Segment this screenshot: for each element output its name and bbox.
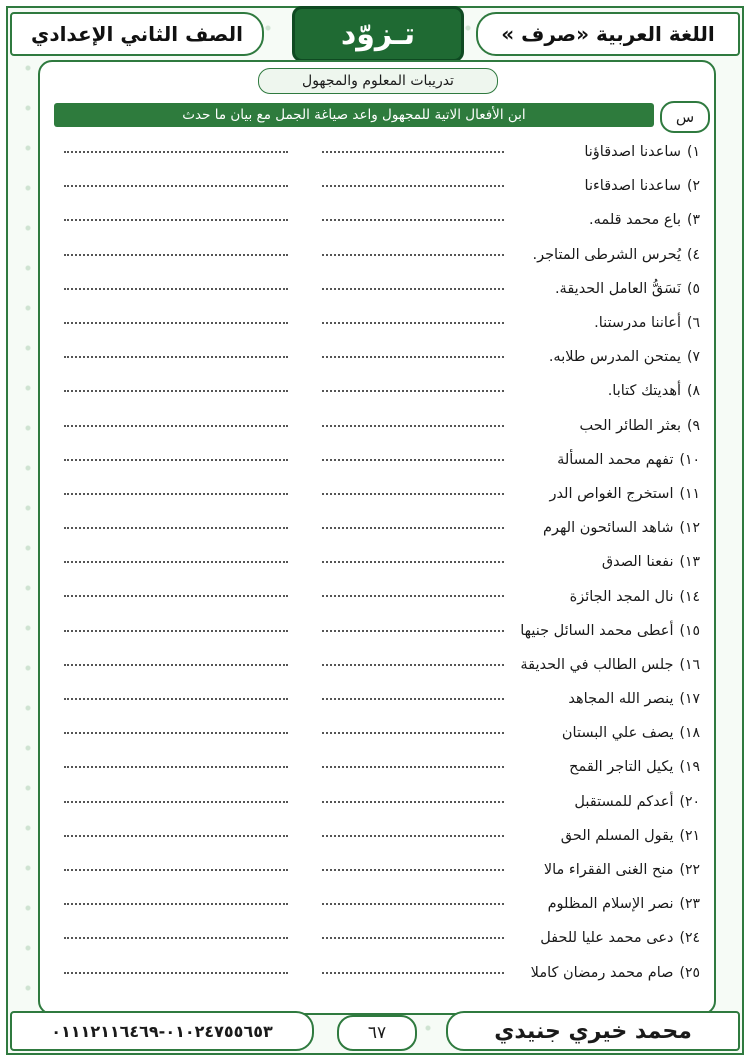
item-number: ٧) xyxy=(687,349,700,366)
footer-author xyxy=(446,1011,740,1051)
item-sentence: يكيل التاجر القمح xyxy=(569,759,674,776)
item-number: ١) xyxy=(687,144,700,161)
phones-text: ٠١٠٢٤٧٥٥٦٥٣-٠١١١٢١١٦٤٦٩ xyxy=(51,1021,273,1041)
exercise-item xyxy=(60,956,700,990)
answer-line-2[interactable] xyxy=(64,219,288,221)
item-number: ٢٠) xyxy=(679,793,700,810)
item-sentence: أعاننا مدرستنا. xyxy=(594,315,681,332)
exercise-item xyxy=(60,511,700,545)
item-sentence: باع محمد قلمه. xyxy=(589,212,681,229)
item-sentence: يُحرس الشرطى المتاجر. xyxy=(532,246,681,263)
answer-line-2[interactable] xyxy=(64,561,288,563)
answer-line-2[interactable] xyxy=(64,356,288,358)
answer-line-1[interactable] xyxy=(322,185,504,187)
exercise-item xyxy=(60,887,700,921)
item-sentence: أعدكم للمستقبل xyxy=(574,793,674,810)
answer-line-1[interactable] xyxy=(322,869,504,871)
grade-label: الصف الثاني الإعدادي xyxy=(30,22,243,46)
exercise-item xyxy=(60,477,700,511)
answer-line-2[interactable] xyxy=(64,766,288,768)
answer-line-2[interactable] xyxy=(64,835,288,837)
answer-line-2[interactable] xyxy=(64,630,288,632)
item-sentence: جلس الطالب في الحديقة xyxy=(520,656,674,673)
exercise-item xyxy=(60,716,700,750)
item-number: ٣) xyxy=(687,212,700,229)
answer-line-1[interactable] xyxy=(322,322,504,324)
item-sentence: ساعدنا اصدقاؤنا xyxy=(584,144,681,161)
item-number: ١٦) xyxy=(679,656,700,673)
answer-line-1[interactable] xyxy=(322,288,504,290)
item-number: ١٤) xyxy=(679,588,700,605)
item-number: ١٨) xyxy=(679,725,700,742)
exercise-item xyxy=(60,374,700,408)
header-subject xyxy=(476,12,740,56)
section-title-text: تدريبات المعلوم والمجهول xyxy=(302,73,454,89)
answer-line-2[interactable] xyxy=(64,801,288,803)
answer-line-2[interactable] xyxy=(64,425,288,427)
item-number: ٢) xyxy=(687,178,700,195)
answer-line-2[interactable] xyxy=(64,459,288,461)
question-instruction: ابن الأفعال الاتية للمجهول واعد صياغة الجمل مع بيان ما حدث xyxy=(182,107,526,123)
answer-line-1[interactable] xyxy=(322,903,504,905)
page-number-text: ٦٧ xyxy=(367,1023,387,1043)
item-number: ١٠) xyxy=(679,451,700,468)
item-sentence: نفعنا الصدق xyxy=(601,554,674,571)
exercise-item xyxy=(60,853,700,887)
exercise-item xyxy=(60,306,700,340)
item-sentence: ساعدنا اصدقاءنا xyxy=(584,178,681,195)
answer-line-1[interactable] xyxy=(322,595,504,597)
item-number: ٦) xyxy=(687,315,700,332)
item-sentence: نال المجد الجائزة xyxy=(569,588,674,605)
item-number: ٢٢) xyxy=(679,862,700,879)
answer-line-2[interactable] xyxy=(64,732,288,734)
answer-line-2[interactable] xyxy=(64,527,288,529)
exercise-item xyxy=(60,648,700,682)
item-number: ١١) xyxy=(679,485,700,502)
answer-line-1[interactable] xyxy=(322,801,504,803)
answer-line-1[interactable] xyxy=(322,425,504,427)
item-sentence: بعثر الطائر الحب xyxy=(579,417,681,434)
answer-line-1[interactable] xyxy=(322,766,504,768)
item-sentence: صام محمد رمضان كاملا xyxy=(530,964,674,981)
exercise-item xyxy=(60,545,700,579)
answer-line-2[interactable] xyxy=(64,288,288,290)
item-sentence: نصر الإسلام المظلوم xyxy=(547,896,674,913)
item-sentence: يمتحن المدرس طلابه. xyxy=(548,349,681,366)
answer-line-2[interactable] xyxy=(64,903,288,905)
item-number: ١٣) xyxy=(679,554,700,571)
item-sentence: استخرج الغواص الدر xyxy=(549,485,674,502)
answer-line-2[interactable] xyxy=(64,595,288,597)
item-number: ١٩) xyxy=(679,759,700,776)
brand-logo xyxy=(292,6,464,62)
item-number: ٨) xyxy=(687,383,700,400)
question-instruction-bar xyxy=(54,103,654,127)
exercise-item xyxy=(60,340,700,374)
item-number: ٩) xyxy=(687,417,700,434)
exercise-item xyxy=(60,750,700,784)
exercise-item xyxy=(60,614,700,648)
exercise-item xyxy=(60,135,700,169)
answer-line-1[interactable] xyxy=(322,151,504,153)
exercise-item xyxy=(60,579,700,613)
answer-line-2[interactable] xyxy=(64,390,288,392)
item-number: ٥) xyxy=(687,280,700,297)
brand-text: تـزوّد xyxy=(340,16,416,52)
exercise-item xyxy=(60,409,700,443)
answer-line-2[interactable] xyxy=(64,972,288,974)
question-badge-text: س xyxy=(675,108,695,126)
answer-line-2[interactable] xyxy=(64,493,288,495)
item-number: ١٥) xyxy=(679,622,700,639)
exercise-item xyxy=(60,819,700,853)
answer-line-2[interactable] xyxy=(64,869,288,871)
subject-label: اللغة العربية «صرف » xyxy=(501,22,715,46)
author-name: محمد خيري جنيدي xyxy=(494,1018,692,1044)
answer-line-2[interactable] xyxy=(64,698,288,700)
answer-line-1[interactable] xyxy=(322,459,504,461)
exercise-item xyxy=(60,169,700,203)
answer-line-1[interactable] xyxy=(322,527,504,529)
exercise-item xyxy=(60,272,700,306)
header-grade xyxy=(10,12,264,56)
item-sentence: يصف علي البستان xyxy=(561,725,674,742)
answer-line-2[interactable] xyxy=(64,322,288,324)
section-title xyxy=(258,68,498,94)
answer-line-1[interactable] xyxy=(322,630,504,632)
answer-line-1[interactable] xyxy=(322,664,504,666)
answer-line-1[interactable] xyxy=(322,698,504,700)
page-number xyxy=(337,1015,417,1051)
answer-line-2[interactable] xyxy=(64,937,288,939)
item-sentence: تفهم محمد المسألة xyxy=(557,451,674,468)
item-sentence: شاهد السائحون الهرم xyxy=(542,520,674,537)
item-number: ١٢) xyxy=(679,520,700,537)
answer-line-2[interactable] xyxy=(64,185,288,187)
item-sentence: ينصر الله المجاهد xyxy=(568,691,674,708)
answer-line-2[interactable] xyxy=(64,664,288,666)
answer-line-1[interactable] xyxy=(322,356,504,358)
answer-line-1[interactable] xyxy=(322,390,504,392)
exercise-item xyxy=(60,682,700,716)
item-number: ٢٥) xyxy=(679,964,700,981)
item-sentence: دعى محمد عليا للحفل xyxy=(540,930,674,947)
question-badge xyxy=(660,101,710,133)
item-number: ٤) xyxy=(687,246,700,263)
exercise-item xyxy=(60,921,700,955)
answer-line-1[interactable] xyxy=(322,254,504,256)
answer-line-2[interactable] xyxy=(64,151,288,153)
answer-line-1[interactable] xyxy=(322,493,504,495)
answer-line-1[interactable] xyxy=(322,937,504,939)
answer-line-1[interactable] xyxy=(322,219,504,221)
item-number: ١٧) xyxy=(679,691,700,708)
answer-line-1[interactable] xyxy=(322,732,504,734)
footer-phones xyxy=(10,1011,314,1051)
exercise-item xyxy=(60,785,700,819)
exercise-item xyxy=(60,203,700,237)
item-number: ٢٣) xyxy=(679,896,700,913)
answer-line-1[interactable] xyxy=(322,835,504,837)
exercise-item xyxy=(60,443,700,477)
item-number: ٢١) xyxy=(679,827,700,844)
item-sentence: أهديتك كتابا. xyxy=(607,383,681,400)
item-number: ٢٤) xyxy=(679,930,700,947)
exercise-list xyxy=(60,135,700,990)
answer-line-2[interactable] xyxy=(64,254,288,256)
exercise-item xyxy=(60,238,700,272)
answer-line-1[interactable] xyxy=(322,972,504,974)
item-sentence: منح الغنى الفقراء مالا xyxy=(543,862,674,879)
item-sentence: أعطى محمد السائل جنيها xyxy=(520,622,674,639)
item-sentence: يقول المسلم الحق xyxy=(560,827,674,844)
item-sentence: نَسَقُّ العامل الحديقة. xyxy=(554,280,681,297)
answer-line-1[interactable] xyxy=(322,561,504,563)
